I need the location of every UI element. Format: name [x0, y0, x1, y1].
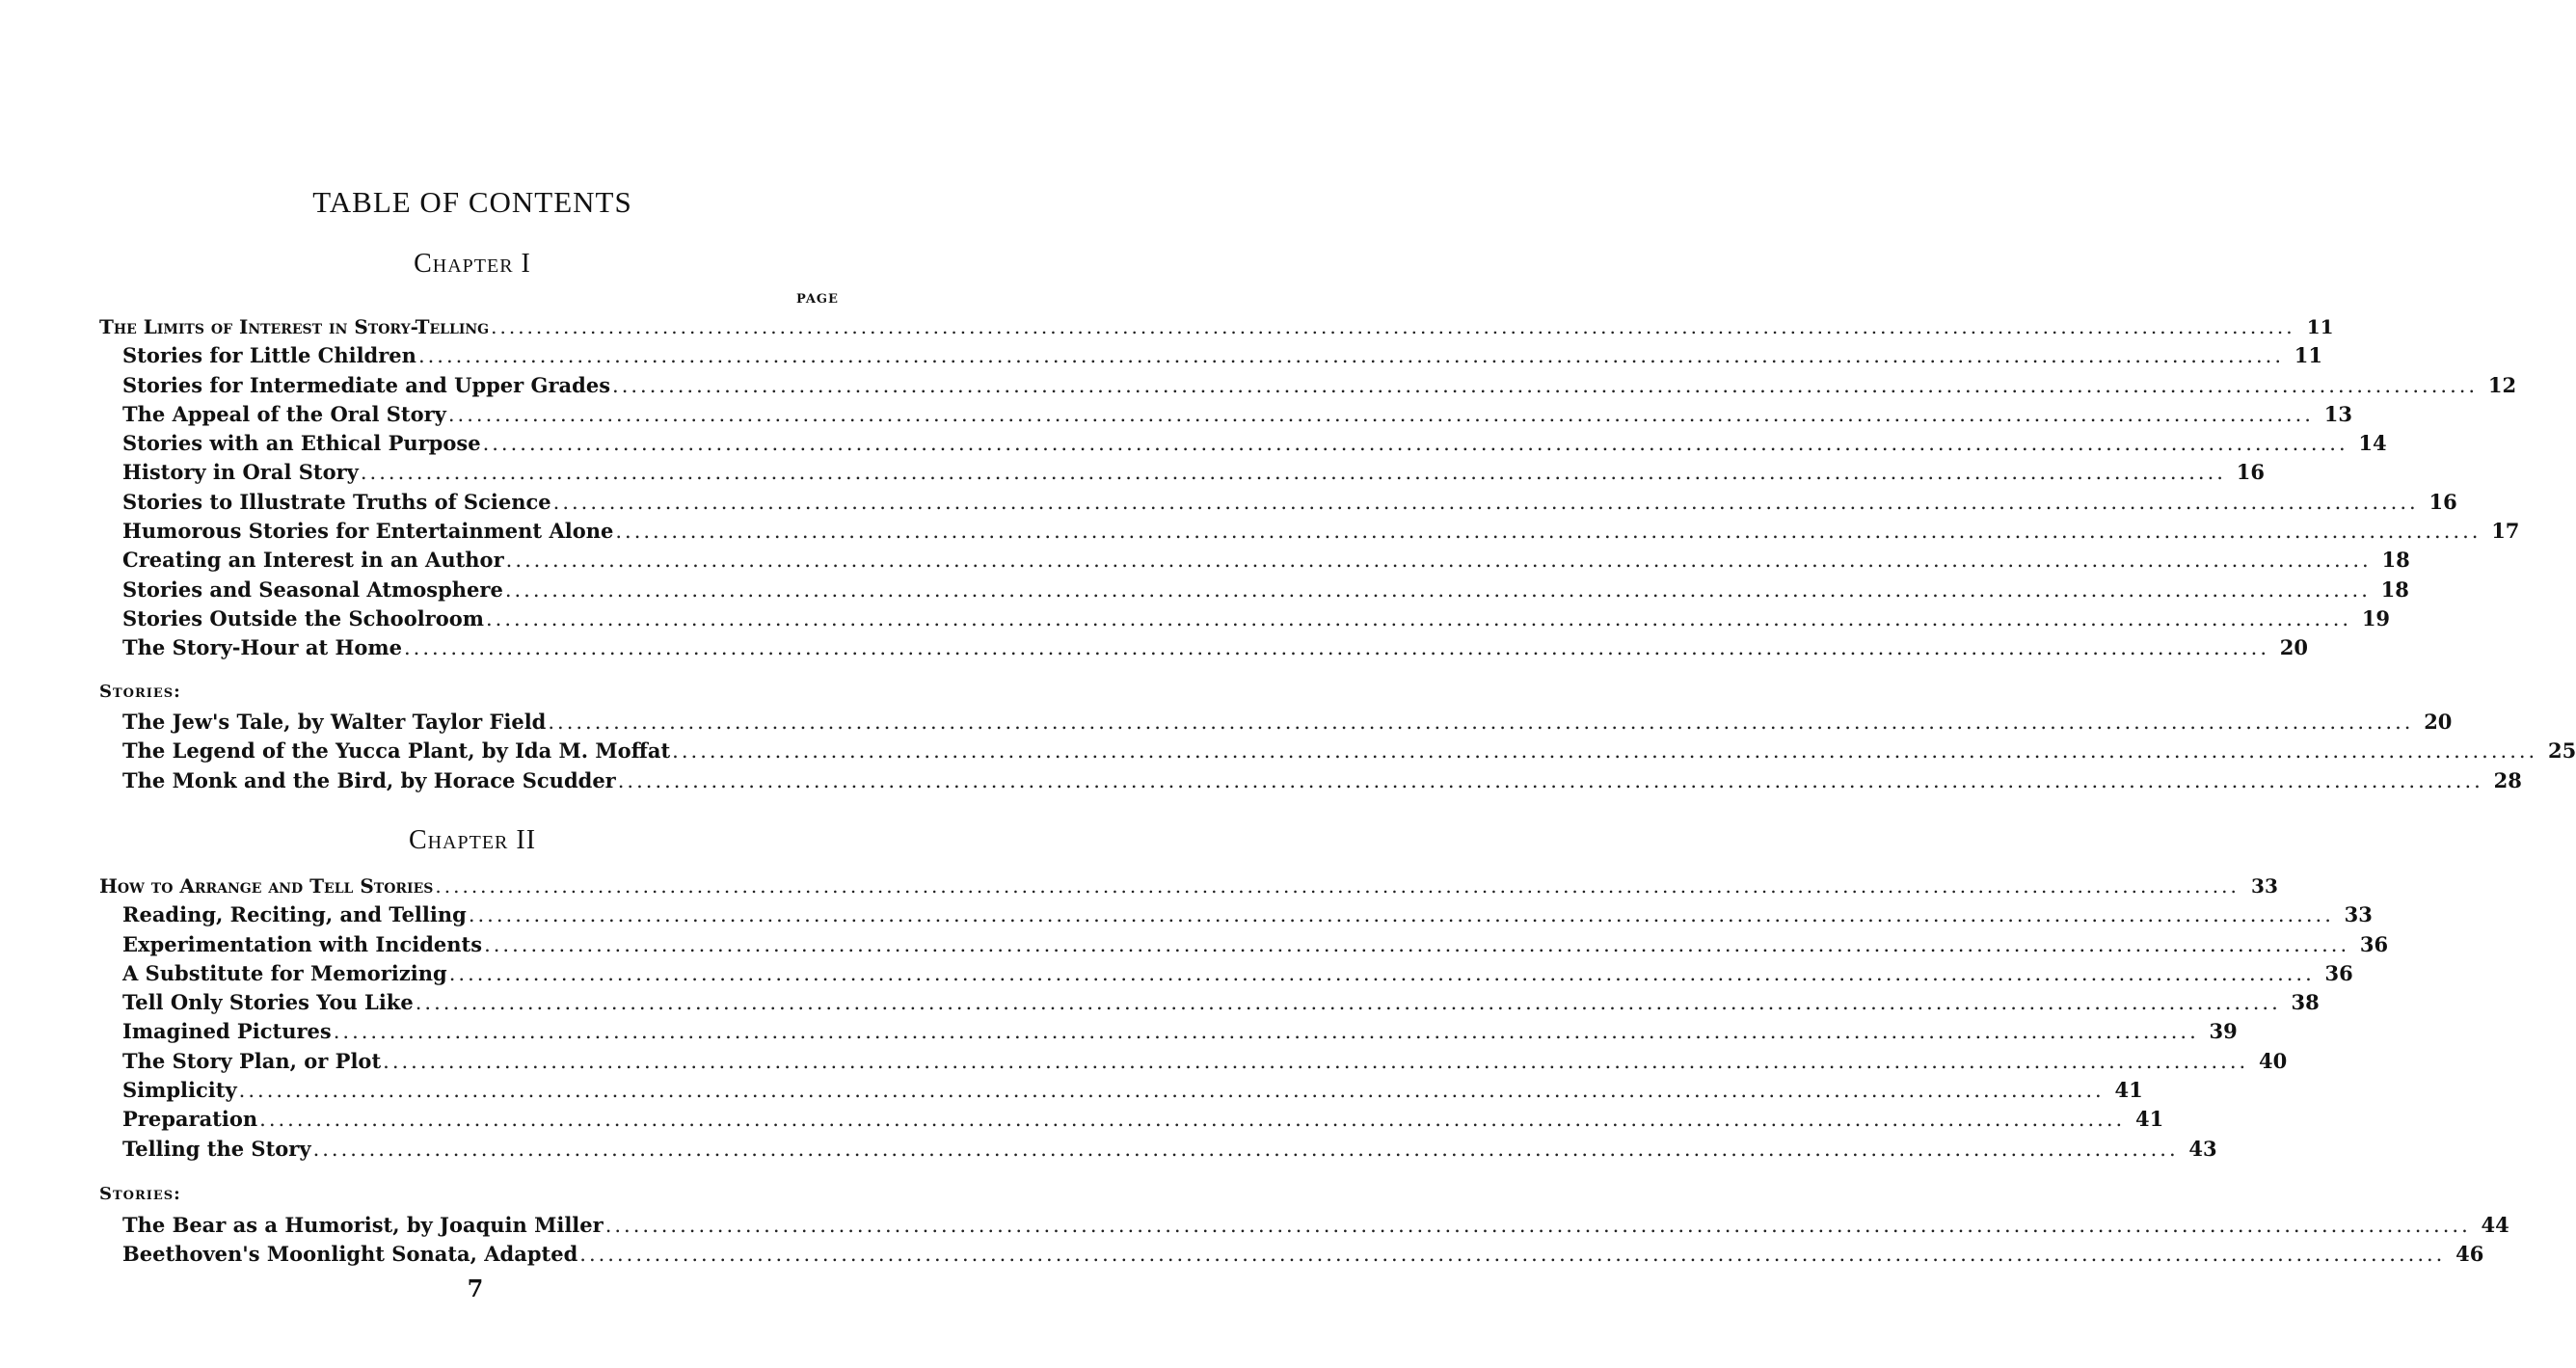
toc-entry-page: 13 — [2323, 401, 2352, 426]
leader-dots: ........................................................................................................................................................................................................ — [312, 1137, 2179, 1161]
chapter-heading: Chapter I — [414, 249, 531, 279]
story-entry — [0, 1211, 2509, 1240]
toc-entry — [0, 488, 2457, 517]
toc-entry-title: The Appeal of the Oral Story — [122, 401, 446, 426]
toc-entry — [0, 517, 2520, 546]
toc-entry-title: History in Oral Story — [122, 460, 359, 485]
story-title: The Bear as a Humorist, by Joaquin Miller — [122, 1213, 604, 1237]
story-page: 46 — [2455, 1242, 2484, 1267]
toc-entry-page: 16 — [2428, 489, 2457, 514]
story-entry — [0, 737, 2576, 765]
chapter-1-stories — [0, 708, 2576, 795]
toc-entry-page: 18 — [2381, 548, 2410, 573]
chapter-1-entries — [0, 312, 2520, 663]
leader-dots: ........................................................................................................................................................................................................ — [482, 432, 2348, 456]
toc-entry-page: 41 — [2114, 1078, 2143, 1103]
toc-entry — [0, 1047, 2288, 1076]
leader-dots: ........................................................................................................................................................................................................ — [504, 577, 2371, 602]
story-page: 25 — [2548, 738, 2576, 764]
story-entry — [0, 708, 2453, 737]
leader-dots: ........................................................................................................................................................................................................ — [615, 520, 2482, 544]
toc-entry-page: 11 — [2306, 315, 2334, 338]
story-page: 20 — [2424, 710, 2453, 734]
toc-entry-page: 14 — [2358, 431, 2387, 456]
leader-dots: ........................................................................................................................................................................................................ — [484, 932, 2350, 956]
toc-entry-title: A Substitute for Memorizing — [122, 960, 447, 985]
leader-dots: ........................................................................................................................................................................................................ — [672, 739, 2538, 764]
leader-dots: ........................................................................................................................................................................................................ — [485, 606, 2352, 630]
toc-entry — [0, 872, 2278, 900]
leader-dots: ........................................................................................................................................................................................................ — [383, 1049, 2249, 1073]
toc-entry — [0, 312, 2334, 341]
toc-entry — [0, 1017, 2238, 1046]
page-number: 7 — [467, 1274, 484, 1302]
toc-entry-page: 40 — [2258, 1048, 2288, 1073]
story-title: The Jew's Tale, by Walter Taylor Field — [122, 710, 547, 734]
leader-dots: ........................................................................................................................................................................................................ — [259, 1108, 2126, 1132]
toc-entry — [0, 371, 2517, 400]
toc-entry-title: Preparation — [122, 1107, 258, 1132]
toc-entry-page: 12 — [2487, 372, 2517, 397]
leader-dots: ........................................................................................................................................................................................................ — [579, 1243, 2446, 1267]
toc-entry — [0, 633, 2309, 662]
story-page: 28 — [2493, 767, 2522, 792]
toc-entry — [0, 988, 2320, 1017]
page-column-label: PAGE — [796, 292, 839, 307]
toc-entry-page: 39 — [2209, 1019, 2238, 1044]
toc-entry-page: 33 — [2251, 874, 2278, 898]
leader-dots: ........................................................................................................................................................................................................ — [548, 711, 2414, 734]
toc-entry-title: Telling the Story — [122, 1136, 311, 1161]
leader-dots: ........................................................................................................................................................................................................ — [604, 1214, 2471, 1237]
chapter-2-stories — [0, 1211, 2509, 1270]
story-page: 44 — [2481, 1213, 2509, 1237]
leader-dots: ........................................................................................................................................................................................................ — [238, 1079, 2105, 1103]
toc-entry-page: 43 — [2188, 1136, 2217, 1161]
toc-entry — [0, 576, 2409, 604]
toc-entry — [0, 959, 2353, 988]
leader-dots: ........................................................................................................................................................................................................ — [360, 461, 2226, 485]
stories-label: Stories: — [99, 682, 181, 702]
story-title: The Legend of the Yucca Plant, by Ida M. Moffat — [122, 738, 671, 764]
leader-dots: ........................................................................................................................................................................................................ — [403, 636, 2270, 660]
toc-entry-title: Stories to Illustrate Truths of Science — [122, 489, 551, 514]
toc-entry-page: 17 — [2491, 519, 2520, 544]
leader-dots: ........................................................................................................................................................................................................ — [447, 402, 2314, 426]
toc-entry-page: 16 — [2236, 460, 2265, 485]
toc-entry-page: 41 — [2134, 1107, 2164, 1132]
toc-entry — [0, 341, 2322, 370]
story-title: Beethoven's Moonlight Sonata, Adapted — [122, 1242, 578, 1267]
toc-entry — [0, 604, 2391, 633]
leader-dots: ........................................................................................................................................................................................................ — [552, 490, 2419, 514]
leader-dots: ........................................................................................................................................................................................................ — [505, 549, 2372, 573]
toc-entry-page: 38 — [2291, 990, 2320, 1015]
toc-entry-page: 36 — [2359, 931, 2389, 956]
toc-entry-title: The Story Plan, or Plot — [122, 1048, 382, 1073]
story-entry — [0, 766, 2522, 795]
toc-entry — [0, 930, 2389, 959]
story-title: The Monk and the Bird, by Horace Scudder — [122, 767, 616, 792]
leader-dots: ........................................................................................................................................................................................................ — [417, 344, 2284, 368]
toc-entry — [0, 458, 2265, 487]
toc-entry-title: Stories for Intermediate and Upper Grades — [122, 372, 611, 397]
toc-entry-title: Simplicity — [122, 1078, 237, 1103]
leader-dots: ........................................................................................................................................................................................................ — [491, 315, 2295, 338]
toc-entry-title: Imagined Pictures — [122, 1019, 332, 1044]
leader-dots: ........................................................................................................................................................................................................ — [612, 373, 2479, 397]
toc-entry-title: Stories Outside the Schoolroom — [122, 605, 484, 630]
toc-entry-title: Experimentation with Incidents — [122, 931, 483, 956]
toc-entry-title: The Limits of Interest in Story-Telling — [99, 315, 490, 338]
toc-entry-title: Tell Only Stories You Like — [122, 990, 414, 1015]
toc-entry-page: 18 — [2380, 577, 2409, 602]
toc-entry — [0, 546, 2410, 575]
chapter-heading: Chapter II — [408, 825, 537, 855]
toc-entry — [0, 429, 2387, 458]
toc-entry-title: Humorous Stories for Entertainment Alone — [122, 519, 614, 544]
toc-entry-title: Creating an Interest in an Author — [122, 548, 504, 573]
leader-dots: ........................................................................................................................................................................................................ — [617, 768, 2483, 792]
toc-entry-page: 36 — [2324, 960, 2353, 985]
toc-entry-title: Stories with an Ethical Purpose — [122, 431, 481, 456]
toc-entry-title: Stories and Seasonal Atmosphere — [122, 577, 503, 602]
page-title: TABLE OF CONTENTS — [312, 185, 632, 219]
toc-entry-title: The Story-Hour at Home — [122, 635, 402, 660]
toc-entry — [0, 1105, 2164, 1134]
toc-entry-title: Stories for Little Children — [122, 343, 416, 368]
story-entry — [0, 1240, 2484, 1269]
toc-entry — [0, 1076, 2143, 1105]
leader-dots: ........................................................................................................................................................................................................ — [435, 874, 2240, 898]
toc-entry-page: 11 — [2294, 343, 2322, 368]
toc-entry-title: Reading, Reciting, and Telling — [122, 902, 467, 927]
chapter-2-entries — [0, 872, 2389, 1164]
toc-entry-page: 33 — [2344, 902, 2373, 927]
leader-dots: ........................................................................................................................................................................................................ — [415, 991, 2281, 1015]
leader-dots: ........................................................................................................................................................................................................ — [333, 1020, 2199, 1044]
toc-entry-title: How to Arrange and Tell Stories — [99, 874, 434, 898]
leader-dots: ........................................................................................................................................................................................................ — [448, 961, 2315, 985]
toc-entry — [0, 900, 2373, 929]
toc-entry — [0, 400, 2352, 429]
toc-entry-page: 20 — [2279, 635, 2309, 660]
toc-entry-page: 19 — [2361, 605, 2391, 630]
toc-entry — [0, 1135, 2217, 1164]
stories-label: Stories: — [99, 1184, 181, 1204]
leader-dots: ........................................................................................................................................................................................................ — [468, 903, 2334, 927]
